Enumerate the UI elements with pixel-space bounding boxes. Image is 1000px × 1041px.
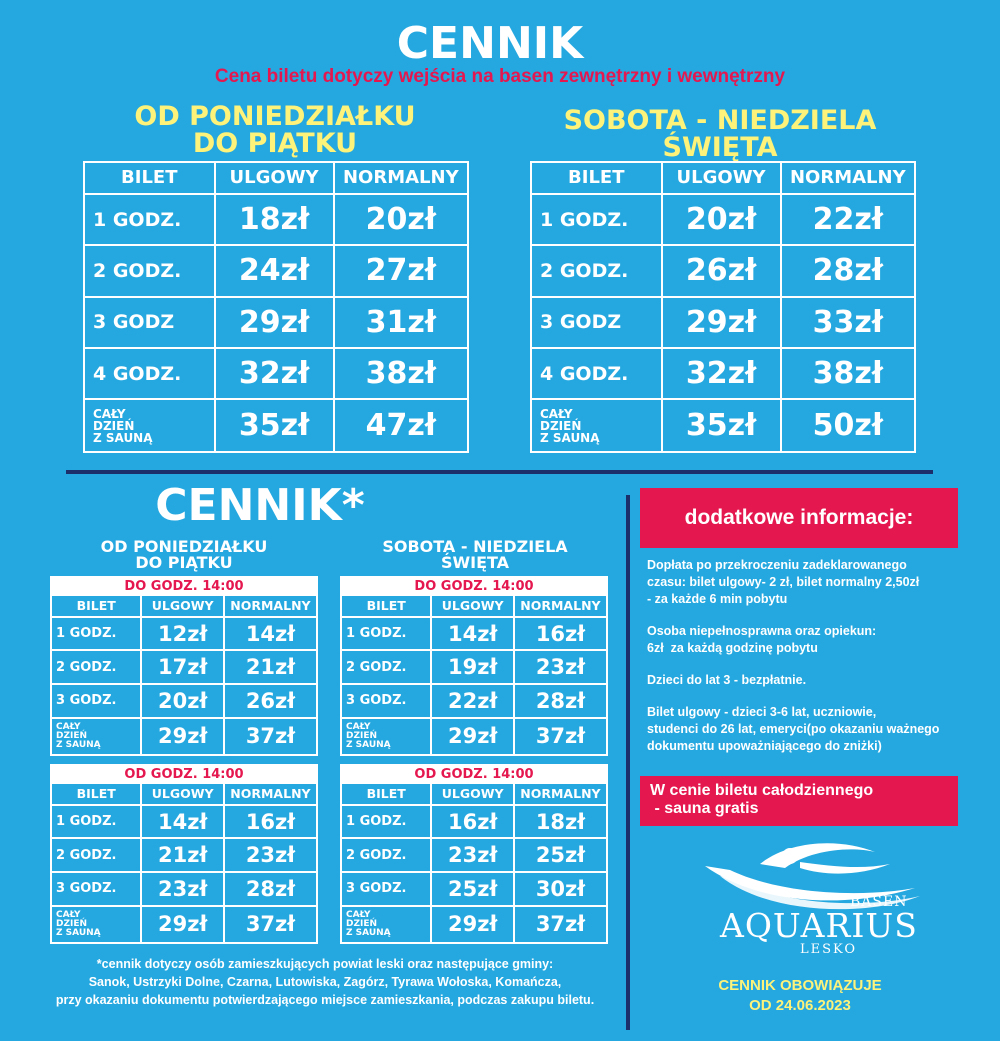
normal-price: 23zł — [224, 838, 317, 872]
normal-price: 28zł — [514, 684, 607, 718]
normal-price: 47zł — [334, 399, 468, 452]
info-line: Bilet ulgowy - dzieci 3-6 lat, uczniowie, — [647, 705, 877, 719]
validity-notice — [660, 976, 940, 1016]
time-band: OD GODZ. 14:00 — [51, 765, 317, 783]
info-heading: dodatkowe informacje: — [640, 488, 958, 548]
row-label-line: DZIEŃ — [93, 418, 135, 433]
price-row — [84, 245, 468, 296]
row-label-line: Z SAUNĄ — [540, 430, 600, 445]
footnote-line: Sanok, Ustrzyki Dolne, Czarna, Lutowiska, Zagórz, Tyrawa Wołoska, Komańcza, — [88, 975, 562, 989]
column-header: NORMALNY — [224, 783, 317, 805]
column-header: ULGOWY — [431, 595, 513, 617]
price-row — [51, 906, 317, 943]
price-table-weekend-after-14 — [340, 764, 608, 944]
row-label — [51, 906, 141, 943]
row-label: 3 GODZ. — [341, 872, 431, 906]
row-label-line: Z SAUNĄ — [93, 430, 153, 445]
column-header: ULGOWY — [662, 162, 781, 194]
price-row — [531, 297, 915, 348]
validity-line: OD 24.06.2023 — [749, 997, 851, 1014]
row-label: 1 GODZ. — [51, 617, 141, 651]
info-paragraph — [647, 557, 987, 608]
normal-price: 28zł — [781, 245, 915, 296]
info-line: studenci do 26 lat, emeryci(po okazaniu ważnego — [647, 722, 940, 736]
row-label-line: CAŁY — [56, 721, 81, 732]
price-row — [341, 872, 607, 906]
price-row — [84, 348, 468, 399]
reduced-price: 12zł — [141, 617, 223, 651]
price-row — [84, 399, 468, 452]
reduced-price: 29zł — [431, 906, 513, 943]
normal-price: 37zł — [514, 718, 607, 755]
price-row — [531, 245, 915, 296]
row-label: 2 GODZ. — [341, 650, 431, 684]
row-label: 1 GODZ. — [341, 805, 431, 839]
band-row — [341, 765, 607, 783]
reduced-price: 29zł — [662, 297, 781, 348]
highlight-line: W cenie biletu całodziennego — [650, 782, 874, 799]
info-paragraph — [647, 704, 987, 755]
normal-price: 16zł — [224, 805, 317, 839]
price-table-weekday-before-14 — [50, 576, 318, 756]
reduced-pricelist-title: CENNIK* — [155, 480, 365, 531]
weekday-heading-top — [70, 103, 480, 157]
info-line: 6zł za każdą godzinę pobytu — [647, 641, 818, 655]
row-label-line: DZIEŃ — [56, 730, 88, 741]
row-label-line: Z SAUNĄ — [56, 739, 101, 750]
column-header: ULGOWY — [141, 783, 223, 805]
reduced-price: 22zł — [431, 684, 513, 718]
reduced-price: 21zł — [141, 838, 223, 872]
row-label — [531, 399, 662, 452]
section-divider — [66, 470, 933, 474]
row-label — [341, 718, 431, 755]
row-label — [341, 906, 431, 943]
price-row — [341, 617, 607, 651]
row-label: 3 GODZ — [84, 297, 215, 348]
footnote-line: *cennik dotyczy osób zamieszkujących powiat leski oraz następujące gminy: — [96, 957, 554, 971]
price-row — [84, 194, 468, 245]
vertical-divider — [626, 495, 630, 1030]
column-header: BILET — [341, 595, 431, 617]
reduced-price: 25zł — [431, 872, 513, 906]
info-text — [647, 557, 987, 770]
row-label-line: DZIEŃ — [346, 730, 378, 741]
reduced-price: 32zł — [215, 348, 334, 399]
info-line: Dzieci do lat 3 - bezpłatnie. — [647, 673, 807, 687]
reduced-price: 29zł — [141, 718, 223, 755]
row-label-line: CAŁY — [93, 406, 126, 421]
column-header: NORMALNY — [781, 162, 915, 194]
weekday-heading-bottom — [50, 539, 318, 571]
price-row — [51, 805, 317, 839]
normal-price: 31zł — [334, 297, 468, 348]
normal-price: 27zł — [334, 245, 468, 296]
row-label-line: DZIEŃ — [540, 418, 582, 433]
row-label: 3 GODZ. — [341, 684, 431, 718]
row-label — [84, 399, 215, 452]
row-label-line: CAŁY — [56, 909, 81, 920]
info-paragraph — [647, 623, 987, 657]
column-header: NORMALNY — [224, 595, 317, 617]
normal-price: 21zł — [224, 650, 317, 684]
band-row — [51, 577, 317, 595]
column-header: NORMALNY — [514, 595, 607, 617]
row-label: 1 GODZ. — [51, 805, 141, 839]
normal-price: 22zł — [781, 194, 915, 245]
reduced-price: 17zł — [141, 650, 223, 684]
price-row — [531, 399, 915, 452]
price-row — [341, 906, 607, 943]
column-header: BILET — [341, 783, 431, 805]
footnote — [30, 955, 620, 1009]
price-row — [341, 838, 607, 872]
reduced-price: 14zł — [431, 617, 513, 651]
row-label-line: Z SAUNĄ — [346, 739, 391, 750]
row-label: 1 GODZ. — [531, 194, 662, 245]
price-row — [531, 348, 915, 399]
header-row — [84, 162, 468, 194]
header-row — [341, 783, 607, 805]
normal-price: 16zł — [514, 617, 607, 651]
row-label — [51, 718, 141, 755]
reduced-price: 23zł — [141, 872, 223, 906]
info-line: Osoba niepełnosprawna oraz opiekun: — [647, 624, 877, 638]
logo-top-text: BASEN — [850, 894, 908, 910]
price-row — [341, 805, 607, 839]
row-label-line: CAŁY — [346, 909, 371, 920]
price-table-weekend — [530, 161, 916, 453]
highlight-line: - sauna gratis — [650, 800, 759, 817]
row-label: 2 GODZ. — [531, 245, 662, 296]
row-label-line: Z SAUNĄ — [346, 927, 391, 938]
row-label-line: Z SAUNĄ — [56, 927, 101, 938]
row-label: 4 GODZ. — [531, 348, 662, 399]
column-header: ULGOWY — [141, 595, 223, 617]
normal-price: 38zł — [334, 348, 468, 399]
column-header: BILET — [84, 162, 215, 194]
sauna-highlight — [640, 776, 958, 826]
weekend-heading-line1: SOBOTA - NIEDZIELA — [563, 105, 877, 136]
column-header: BILET — [51, 595, 141, 617]
price-row — [531, 194, 915, 245]
column-header: NORMALNY — [514, 783, 607, 805]
column-header: NORMALNY — [334, 162, 468, 194]
normal-price: 26zł — [224, 684, 317, 718]
row-label: 2 GODZ. — [84, 245, 215, 296]
reduced-price: 19zł — [431, 650, 513, 684]
info-line: - za każde 6 min pobytu — [647, 592, 788, 606]
logo-name: AQUARIUS — [720, 906, 918, 945]
price-table-weekday-after-14 — [50, 764, 318, 944]
price-row — [51, 650, 317, 684]
header-row — [531, 162, 915, 194]
normal-price: 23zł — [514, 650, 607, 684]
row-label-line: DZIEŃ — [346, 918, 378, 929]
normal-price: 30zł — [514, 872, 607, 906]
row-label: 1 GODZ. — [84, 194, 215, 245]
time-band: DO GODZ. 14:00 — [341, 577, 607, 595]
info-paragraph — [647, 672, 987, 689]
normal-price: 18zł — [514, 805, 607, 839]
price-row — [51, 718, 317, 755]
normal-price: 28zł — [224, 872, 317, 906]
weekday-heading-line2: DO PIĄTKU — [135, 553, 233, 572]
band-row — [51, 765, 317, 783]
header-row — [341, 595, 607, 617]
reduced-price: 32zł — [662, 348, 781, 399]
info-line: Dopłata po przekroczeniu zadeklarowanego — [647, 558, 907, 572]
normal-price: 33zł — [781, 297, 915, 348]
row-label: 2 GODZ. — [51, 838, 141, 872]
weekend-heading-line2: ŚWIĘTA — [440, 553, 510, 572]
normal-price: 38zł — [781, 348, 915, 399]
row-label: 1 GODZ. — [341, 617, 431, 651]
price-table-weekend-before-14 — [340, 576, 608, 756]
price-row — [51, 838, 317, 872]
aquarius-logo — [700, 836, 930, 966]
page-title: CENNIK — [396, 18, 584, 69]
weekend-heading-top — [510, 107, 930, 161]
price-row — [51, 684, 317, 718]
info-line: dokumentu upoważniającego do zniżki) — [647, 739, 882, 753]
reduced-price: 14zł — [141, 805, 223, 839]
price-row — [341, 650, 607, 684]
time-band: DO GODZ. 14:00 — [51, 577, 317, 595]
column-header: ULGOWY — [215, 162, 334, 194]
row-label: 4 GODZ. — [84, 348, 215, 399]
weekend-heading-line1: SOBOTA - NIEDZIELA — [382, 537, 568, 556]
row-label: 3 GODZ — [531, 297, 662, 348]
header-row — [51, 783, 317, 805]
reduced-price: 35zł — [215, 399, 334, 452]
band-row — [341, 577, 607, 595]
reduced-price: 16zł — [431, 805, 513, 839]
row-label-line: CAŁY — [346, 721, 371, 732]
page-subtitle: Cena biletu dotyczy wejścia na basen zewnętrzny i wewnętrzny — [214, 66, 786, 87]
price-row — [341, 718, 607, 755]
weekday-heading-line2: DO PIĄTKU — [192, 128, 358, 159]
reduced-price: 26zł — [662, 245, 781, 296]
row-label-line: DZIEŃ — [56, 918, 88, 929]
normal-price: 37zł — [224, 718, 317, 755]
logo-bottom-text: LESKO — [800, 942, 858, 957]
row-label: 3 GODZ. — [51, 872, 141, 906]
normal-price: 14zł — [224, 617, 317, 651]
reduced-price: 35zł — [662, 399, 781, 452]
column-header: ULGOWY — [431, 783, 513, 805]
header-row — [51, 595, 317, 617]
column-header: BILET — [531, 162, 662, 194]
reduced-price: 29zł — [141, 906, 223, 943]
normal-price: 25zł — [514, 838, 607, 872]
row-label: 2 GODZ. — [51, 650, 141, 684]
reduced-price: 18zł — [215, 194, 334, 245]
normal-price: 50zł — [781, 399, 915, 452]
reduced-price: 24zł — [215, 245, 334, 296]
row-label: 2 GODZ. — [341, 838, 431, 872]
weekend-heading-line2: ŚWIĘTA — [662, 132, 778, 163]
price-row — [51, 617, 317, 651]
normal-price: 37zł — [224, 906, 317, 943]
footnote-line: przy okazaniu dokumentu potwierdzającego miejsce zamieszkania, podczas zakupu biletu. — [55, 993, 595, 1007]
price-table-weekday — [83, 161, 469, 453]
price-row — [341, 684, 607, 718]
weekday-heading-line1: OD PONIEDZIAŁKU — [100, 537, 268, 556]
reduced-price: 29zł — [431, 718, 513, 755]
time-band: OD GODZ. 14:00 — [341, 765, 607, 783]
info-line: czasu: bilet ulgowy- 2 zł, bilet normalny 2,50zł — [647, 575, 920, 589]
weekend-heading-bottom — [340, 539, 610, 571]
column-header: BILET — [51, 783, 141, 805]
weekday-heading-line1: OD PONIEDZIAŁKU — [134, 101, 416, 132]
normal-price: 20zł — [334, 194, 468, 245]
reduced-price: 23zł — [431, 838, 513, 872]
reduced-price: 20zł — [662, 194, 781, 245]
normal-price: 37zł — [514, 906, 607, 943]
reduced-price: 20zł — [141, 684, 223, 718]
price-row — [84, 297, 468, 348]
reduced-price: 29zł — [215, 297, 334, 348]
validity-line: CENNIK OBOWIĄZUJE — [718, 977, 882, 994]
row-label: 3 GODZ. — [51, 684, 141, 718]
row-label-line: CAŁY — [540, 406, 573, 421]
price-row — [51, 872, 317, 906]
